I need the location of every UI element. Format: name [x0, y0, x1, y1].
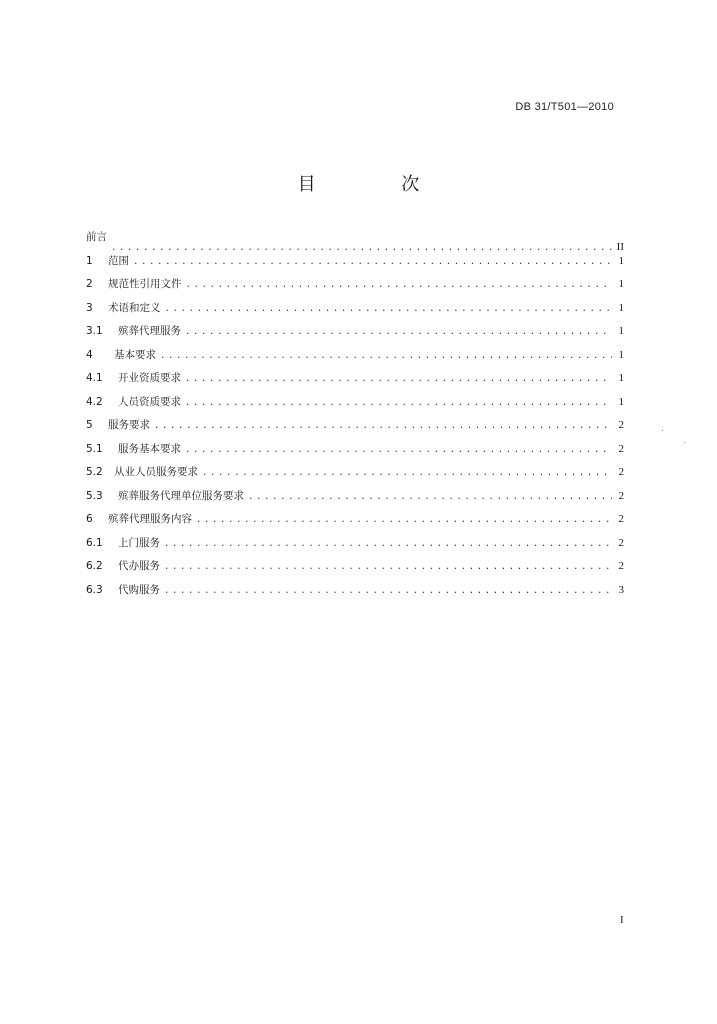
- toc-entry-page: 3: [618, 583, 624, 596]
- toc-entry[interactable]: [86, 367, 624, 391]
- toc-entry-page: 2: [618, 513, 624, 525]
- toc-entry-number: 1: [86, 254, 93, 267]
- toc-entry-title: 前言: [86, 231, 107, 243]
- toc-entry-page: 1: [618, 348, 624, 361]
- toc-entry[interactable]: [86, 461, 624, 485]
- toc-entry-title: 代办服务: [118, 560, 160, 572]
- toc-entry-title: 服务要求: [108, 419, 150, 431]
- toc-leader-dots: [185, 321, 612, 345]
- toc-leader-dots: [185, 392, 612, 416]
- toc-entry-page: 2: [618, 442, 624, 455]
- toc-entry-number: 4.1: [86, 372, 103, 384]
- toc-entry[interactable]: [86, 508, 624, 532]
- toc-leader-dots: [185, 439, 612, 463]
- toc-leader-dots: [164, 533, 612, 557]
- toc-entry-number: 4.2: [86, 395, 103, 408]
- toc-entry-page: 1: [618, 278, 624, 290]
- toc-leader-dots: [133, 251, 612, 275]
- toc-entry-page: 2: [618, 560, 624, 572]
- toc-entry[interactable]: [86, 485, 624, 509]
- page-title: 目 次: [297, 174, 460, 195]
- toc-entry-number: 3: [86, 301, 93, 314]
- table-of-contents: [86, 226, 624, 602]
- toc-entry[interactable]: [86, 414, 624, 438]
- toc-entry-page: 1: [618, 301, 624, 314]
- toc-entry-number: 3.1: [86, 325, 103, 337]
- toc-entry-title: 从业人员服务要求: [114, 466, 198, 478]
- toc-entry-label: [86, 555, 164, 579]
- toc-leader-dots: [185, 368, 612, 392]
- toc-entry-title: 殡葬代理服务内容: [108, 513, 192, 525]
- toc-entry-label: [86, 273, 186, 297]
- toc-entry[interactable]: [86, 438, 624, 462]
- toc-entry-page: 2: [618, 466, 624, 478]
- toc-entry-number: 6.2: [86, 560, 103, 572]
- toc-entry-title: 术语和定义: [108, 301, 161, 314]
- toc-entry[interactable]: [86, 344, 624, 368]
- scan-speck: [662, 430, 663, 431]
- toc-entry-title: 规范性引用文件: [108, 278, 182, 290]
- toc-entry-title: 开业资质要求: [118, 372, 181, 384]
- toc-entry-title: 殡葬代理服务: [118, 325, 181, 337]
- toc-entry-title: 殡葬服务代理单位服务要求: [118, 489, 244, 502]
- toc-entry[interactable]: [86, 320, 624, 344]
- toc-entry-label: [86, 297, 165, 321]
- toc-entry-page: 1: [618, 254, 624, 267]
- toc-entry-number: 5: [86, 419, 93, 431]
- standard-code: DB 31/T501—2010: [515, 101, 614, 113]
- toc-entry[interactable]: [86, 297, 624, 321]
- toc-entry-label: [86, 344, 160, 368]
- toc-entry[interactable]: [86, 250, 624, 274]
- toc-entry-label: [86, 532, 164, 556]
- toc-entry-page: 1: [618, 372, 624, 384]
- toc-entry-page: 1: [618, 395, 624, 408]
- toc-entry-label: [86, 438, 185, 462]
- toc-entry-label: [86, 391, 185, 415]
- toc-leader-dots: [164, 580, 612, 604]
- scan-speck: [684, 442, 685, 443]
- toc-entry-page: 2: [618, 419, 624, 431]
- toc-entry-page: 2: [618, 489, 624, 502]
- toc-entry-title: 上门服务: [118, 536, 160, 549]
- toc-leader-dots: [160, 345, 612, 369]
- toc-entry[interactable]: [86, 579, 624, 603]
- toc-entry-label: [86, 250, 133, 274]
- toc-leader-dots: [164, 556, 612, 580]
- toc-entry-title: 人员资质要求: [118, 395, 181, 408]
- toc-entry-label: [86, 579, 164, 603]
- toc-leader-dots: [202, 462, 612, 486]
- page-number: I: [620, 914, 624, 926]
- toc-entry-number: 6: [86, 513, 93, 525]
- toc-leader-dots: [186, 274, 613, 298]
- toc-leader-dots: [196, 509, 612, 533]
- toc-entry-label: [86, 367, 185, 391]
- toc-entry-title: 服务基本要求: [118, 442, 181, 455]
- toc-entry[interactable]: [86, 226, 624, 253]
- toc-entry[interactable]: [86, 555, 624, 579]
- toc-entry-number: 5.3: [86, 489, 103, 502]
- toc-entry-page: II: [616, 240, 624, 253]
- toc-entry-page: 2: [618, 536, 624, 549]
- toc-entry-number: 5.1: [86, 442, 103, 455]
- toc-entry-title: 基本要求: [114, 348, 156, 361]
- toc-leader-dots: [154, 415, 612, 439]
- toc-entry-label: [86, 461, 202, 485]
- toc-entry[interactable]: [86, 391, 624, 415]
- toc-entry-label: [86, 414, 154, 438]
- toc-entry-number: 6.1: [86, 536, 103, 549]
- toc-entry-page: 1: [618, 325, 624, 337]
- toc-entry-title: 代购服务: [118, 583, 160, 596]
- toc-entry[interactable]: [86, 273, 624, 297]
- toc-entry-number: 5.2: [86, 466, 103, 478]
- toc-entry-title: 范围: [108, 254, 129, 267]
- toc-leader-dots: [248, 486, 612, 510]
- toc-entry-label: [86, 485, 248, 509]
- toc-entry-label: [86, 226, 111, 250]
- toc-entry-label: [86, 320, 185, 344]
- toc-entry-number: 4: [86, 348, 93, 361]
- toc-leader-dots: [165, 298, 613, 322]
- toc-entry[interactable]: [86, 532, 624, 556]
- toc-entry-label: [86, 508, 196, 532]
- toc-entry-number: 6.3: [86, 583, 103, 596]
- toc-entry-number: 2: [86, 278, 93, 290]
